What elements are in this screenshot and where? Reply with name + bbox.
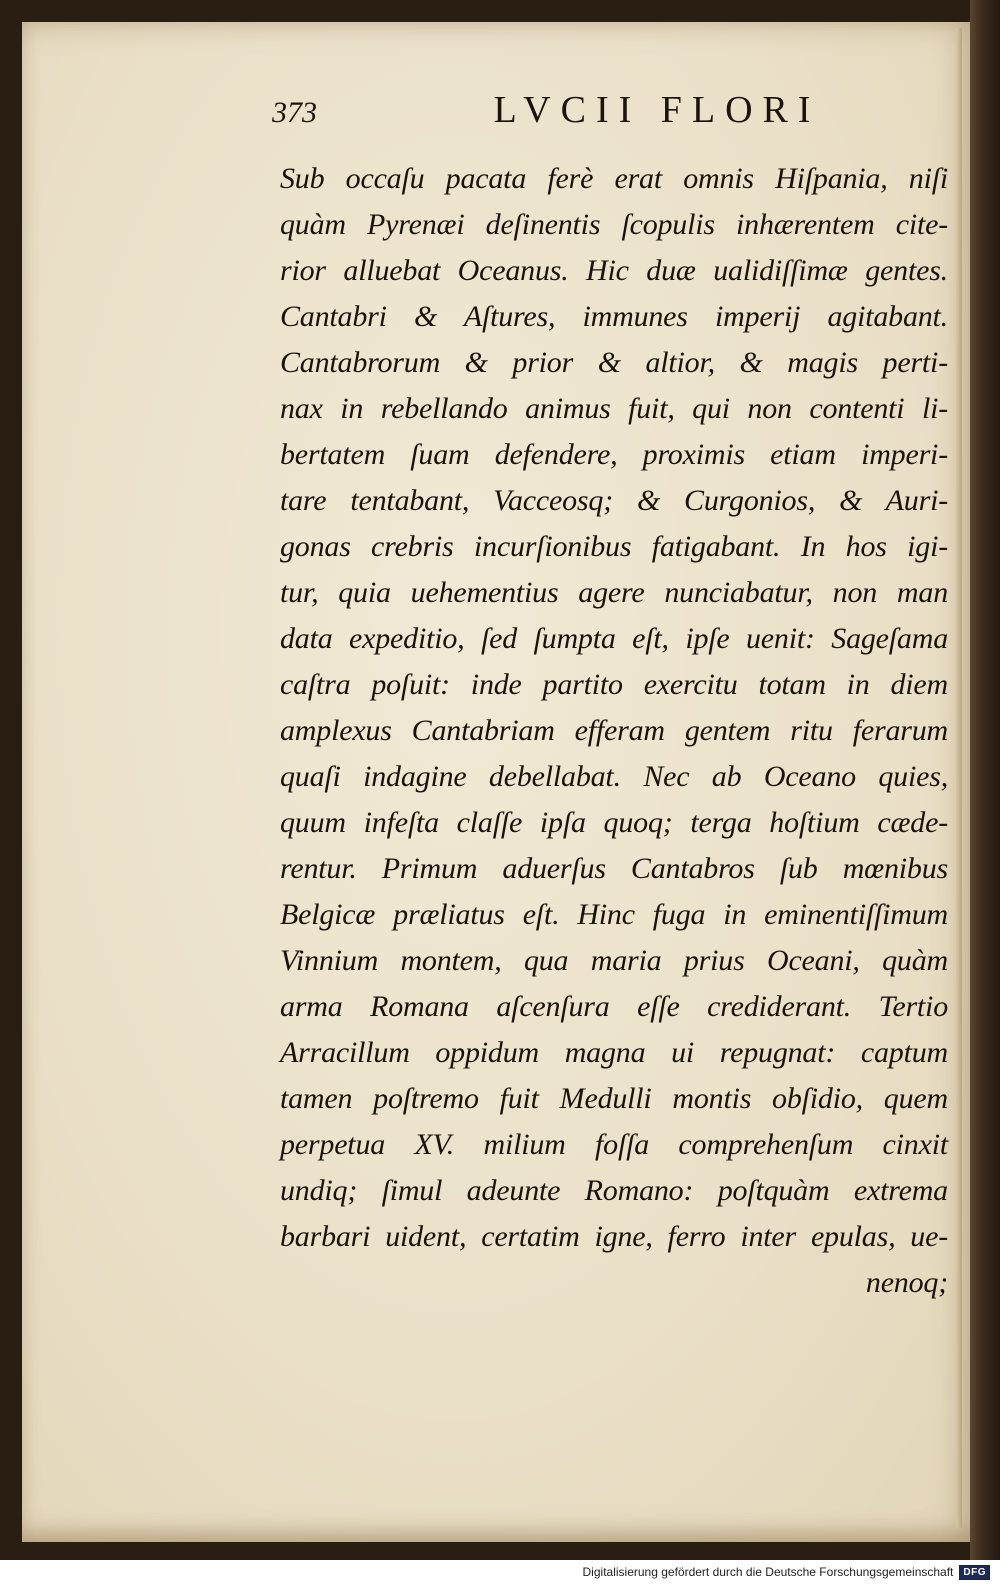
text-line: arma Romana aſcenſura eſſe crediderant. Tertio xyxy=(280,990,948,1023)
text-line: data expeditio, ſed ſumpta eſt, ipſe uenit: Sageſama xyxy=(280,622,948,655)
text-line: Vinnium montem, qua maria prius Oceani, quàm xyxy=(280,944,948,977)
text-line: barbari uident, certatim igne, ferro inter epulas, ue- xyxy=(280,1220,948,1253)
text-line: Cantabri & Aſtures, immunes imperij agitabant. xyxy=(280,300,948,333)
running-head xyxy=(272,88,952,138)
text-line: quaſi indagine debellabat. Nec ab Oceano quies, xyxy=(280,760,948,793)
text-line: rior alluebat Oceanus. Hic duæ ualidiſſimæ gentes. xyxy=(280,254,948,287)
text-line: Belgicæ præliatus eſt. Hinc fuga in eminentiſſimum xyxy=(280,898,948,931)
page-edge xyxy=(956,28,962,1528)
text-line: tare tentabant, Vacceosq; & Curgonios, & Auri- xyxy=(280,484,948,517)
digitization-footer xyxy=(0,1560,1000,1584)
text-line: Arracillum oppidum magna ui repugnat: captum xyxy=(280,1036,948,1069)
text-line: caſtra poſuit: inde partito exercitu totam in diem xyxy=(280,668,948,701)
funding-notice: Digitalisierung gefördert durch die Deutsche Forschungsgemeinschaft xyxy=(582,1565,954,1579)
text-line: tamen poſtremo fuit Medulli montis obſidio, quem xyxy=(280,1082,948,1115)
text-line: rentur. Primum aduerſus Cantabros ſub mœnibus xyxy=(280,852,948,885)
dfg-logo: DFG xyxy=(959,1565,990,1580)
body-text xyxy=(280,156,948,1306)
running-title: LVCII FLORI xyxy=(493,89,821,131)
text-line: Cantabrorum & prior & altior, & magis perti- xyxy=(280,346,948,379)
book-page xyxy=(22,22,980,1542)
text-line: bertatem ſuam defendere, proximis etiam imperi- xyxy=(280,438,948,471)
text-line: undiq; ſimul adeunte Romano: poſtquàm extrema xyxy=(280,1174,948,1207)
text-line: gonas crebris incurſionibus fatigabant. In hos igi- xyxy=(280,530,948,563)
text-line: quàm Pyrenæi deſinentis ſcopulis inhærentem cite- xyxy=(280,208,948,241)
text-line: nax in rebellando animus fuit, qui non contenti li- xyxy=(280,392,948,425)
book-binding xyxy=(970,0,1000,1560)
catchword: nenoq; xyxy=(865,1266,948,1299)
text-line: amplexus Cantabriam efferam gentem ritu ferarum xyxy=(280,714,948,747)
text-line: quum infeſta claſſe ipſa quoq; terga hoſtium cæde- xyxy=(280,806,948,839)
text-line: Sub occaſu pacata ferè erat omnis Hiſpania, niſi xyxy=(280,162,948,195)
text-line: perpetua XV. milium foſſa comprehenſum cinxit xyxy=(280,1128,948,1161)
page-number: 373 xyxy=(272,96,317,129)
text-line: tur, quia uehementius agere nunciabatur, non man xyxy=(280,576,948,609)
